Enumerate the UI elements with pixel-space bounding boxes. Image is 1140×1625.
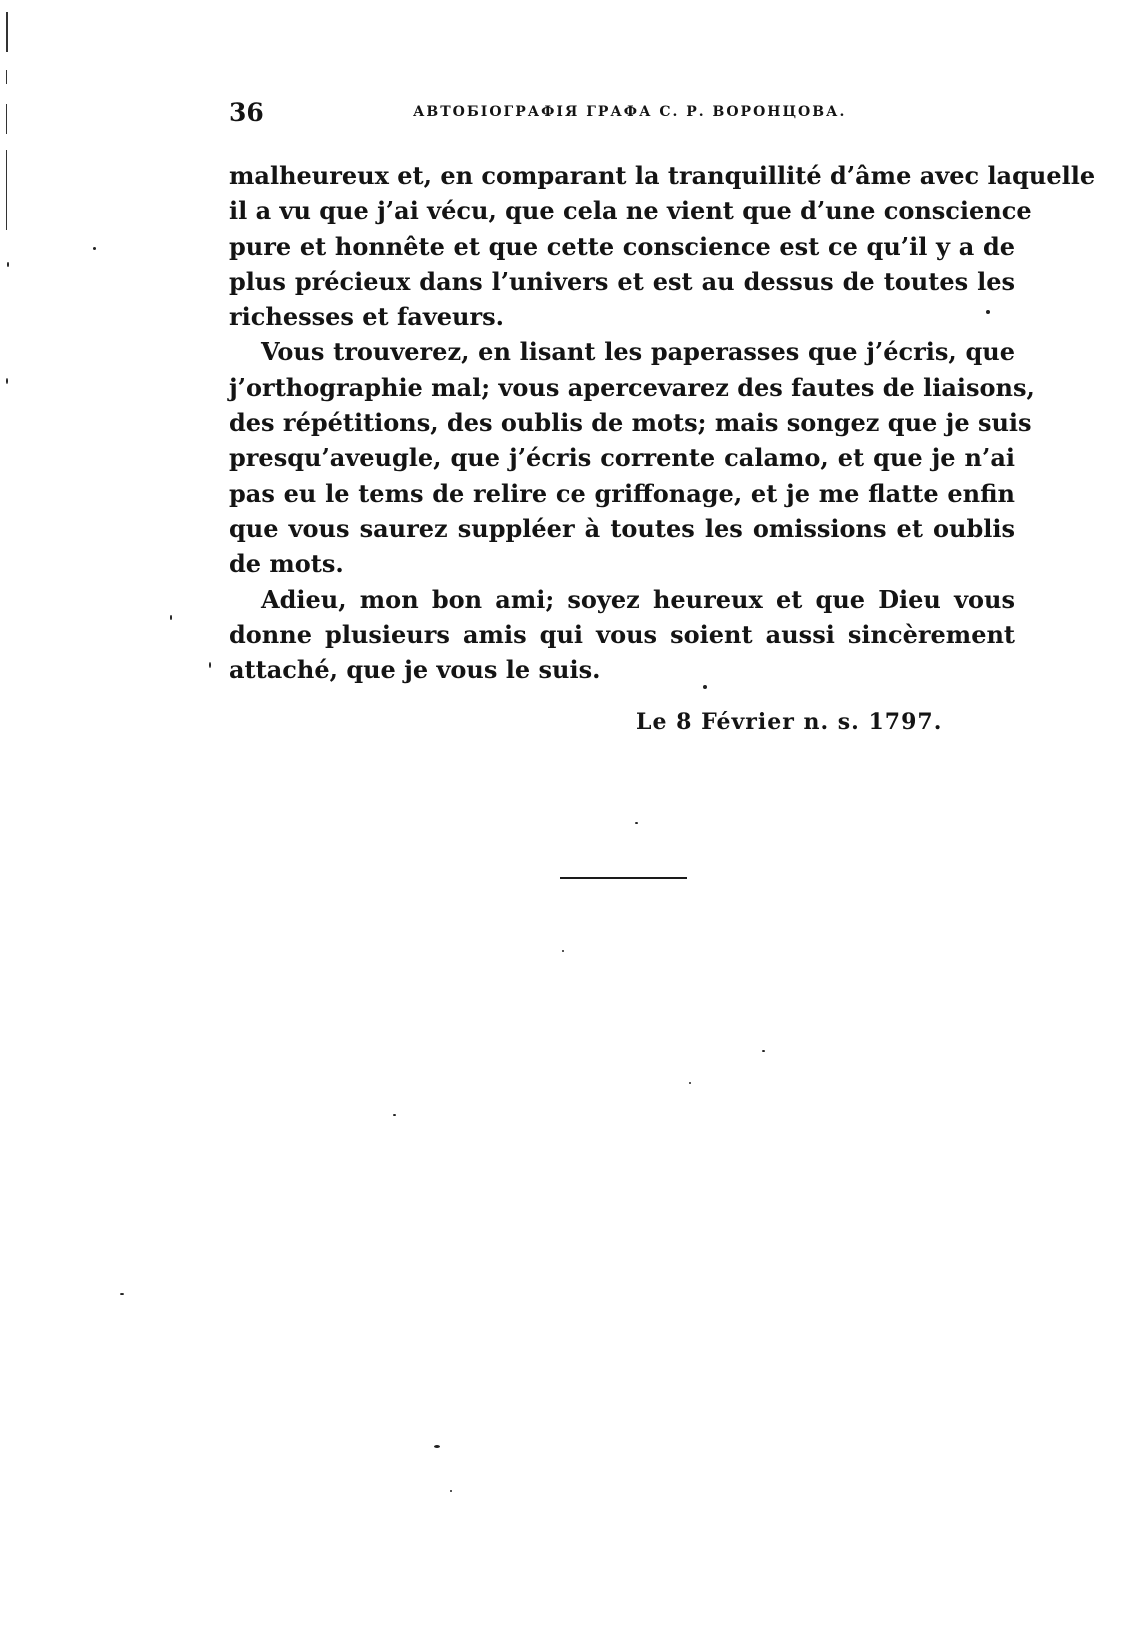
text-line: presqu’aveugle, que j’écris corrente calamo, et que je n’ai	[229, 443, 1015, 473]
paragraph	[229, 334, 1035, 581]
text-line: pure et honnête et que cette conscience est ce qu’il y a de	[229, 231, 1015, 261]
text-line: attaché, que je vous le suis.	[229, 655, 601, 685]
scan-edge-mark	[6, 12, 8, 52]
date-line: Le 8 Février n. s. 1797.	[636, 709, 943, 735]
scan-speck	[434, 1445, 440, 1448]
text-line: plus précieux dans l’univers et est au dessus de toutes les	[229, 266, 1015, 296]
paragraph	[229, 582, 1015, 688]
page-number: 36	[229, 98, 264, 127]
paragraph	[229, 158, 1096, 334]
body-text	[229, 158, 1096, 687]
scan-edge-mark	[6, 150, 7, 230]
scan-speck	[209, 662, 211, 668]
scan-edge-mark	[6, 70, 7, 84]
text-line: de mots.	[229, 549, 344, 579]
scan-speck	[7, 262, 9, 267]
scan-speck	[170, 615, 172, 620]
text-line: il a vu que j’ai vécu, que cela ne vient que d’une conscience	[229, 196, 1032, 226]
text-line: donne plusieurs amis qui vous soient aussi sincèrement	[229, 619, 1015, 649]
text-line: pas eu le tems de relire ce griffonage, et je me flatte enfin	[229, 478, 1015, 508]
page-header	[229, 98, 869, 130]
text-line: malheureux et, en comparant la tranquillité d’âme avec laquelle	[229, 161, 1096, 190]
text-line: que vous saurez suppléer à toutes les omissions et oublis	[229, 513, 1015, 543]
text-line: j’orthographie mal; vous apercevarez des fautes de liaisons,	[229, 372, 1035, 402]
scan-speck	[393, 1114, 396, 1116]
section-divider	[560, 877, 687, 879]
running-head: АВТОБІОГРАФІЯ ГРАФА С. Р. ВОРОНЦОВА.	[413, 104, 847, 120]
text-line: richesses et faveurs.	[229, 302, 505, 332]
text-line: Adieu, mon bon ami; soyez heureux et que Dieu vous	[261, 584, 1015, 614]
scan-speck	[689, 1082, 691, 1084]
scan-speck	[120, 1293, 124, 1295]
text-line: Vous trouverez, en lisant les paperasses que j’écris, que	[261, 337, 1015, 367]
scan-speck	[762, 1050, 765, 1052]
scan-speck	[635, 822, 638, 824]
scan-edge-mark	[6, 104, 7, 134]
scan-speck	[93, 247, 96, 250]
text-line: des répétitions, des oublis de mots; mais songez que je suis	[229, 408, 1032, 438]
scan-speck	[562, 950, 564, 952]
scan-speck	[450, 1490, 452, 1492]
scan-speck	[6, 378, 8, 384]
